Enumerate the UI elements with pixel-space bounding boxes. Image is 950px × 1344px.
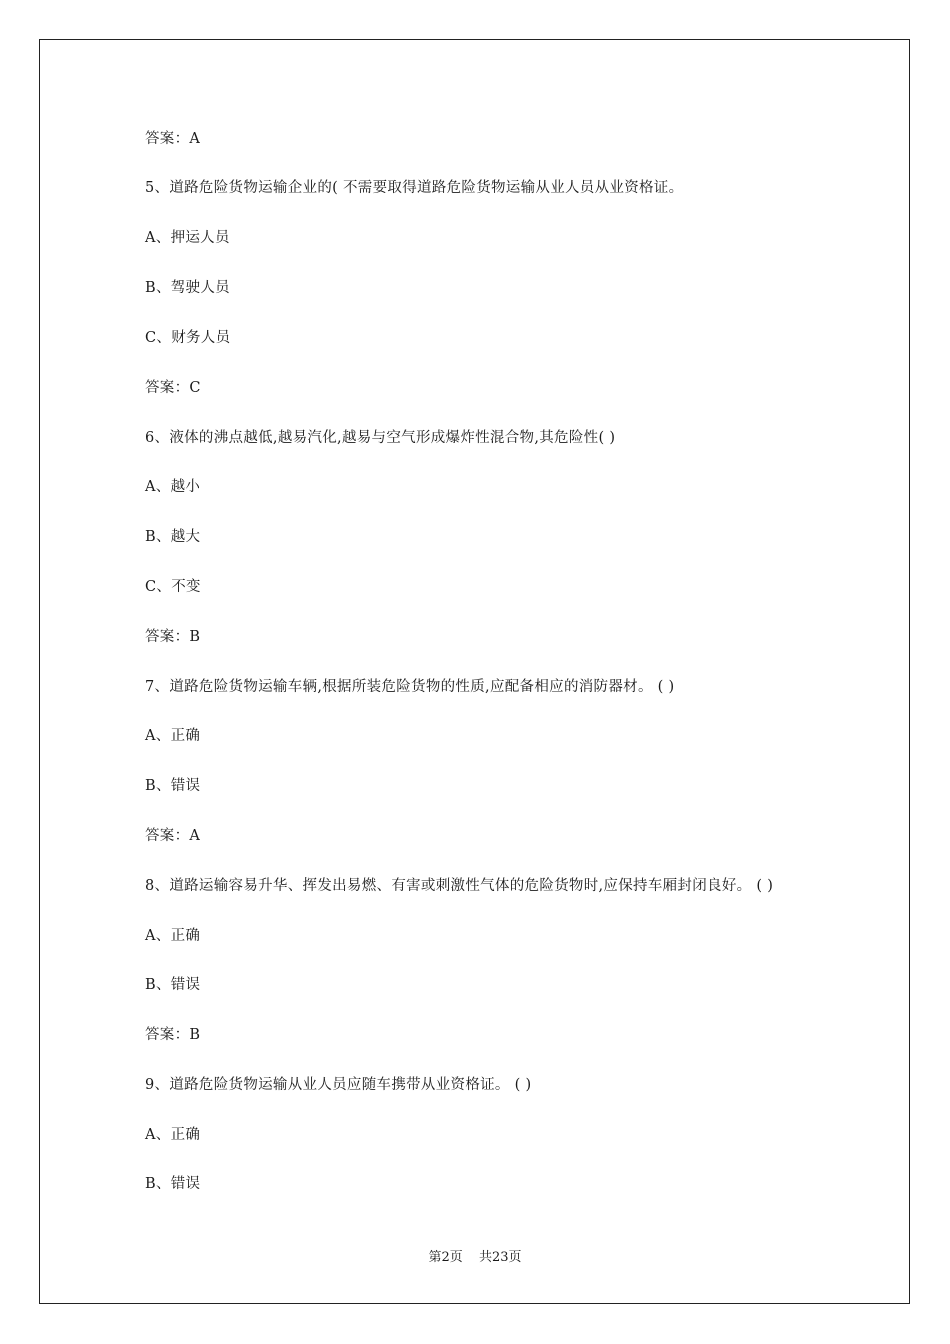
option-line: B、错误 bbox=[145, 1176, 201, 1192]
question-5: 5、道路危险货物运输企业的( 不需要取得道路危险货物运输从业人员从业资格证。 bbox=[145, 180, 684, 196]
page-number: 第2页 bbox=[428, 1250, 463, 1265]
question-8: 8、道路运输容易升华、挥发出易燃、有害或刺激性气体的危险货物时,应保持车厢封闭良好。 ( ) bbox=[145, 878, 774, 894]
option-line: A、正确 bbox=[145, 1127, 201, 1143]
option-line: B、错误 bbox=[145, 977, 201, 993]
option-line: A、押运人员 bbox=[145, 230, 230, 246]
answer-line: 答案：B bbox=[145, 629, 201, 645]
question-7: 7、道路危险货物运输车辆,根据所装危险货物的性质,应配备相应的消防器材。 ( ) bbox=[145, 679, 675, 695]
option-line: C、财务人员 bbox=[145, 330, 231, 346]
question-6: 6、液体的沸点越低,越易汽化,越易与空气形成爆炸性混合物,其危险性( ) bbox=[145, 430, 616, 446]
answer-line: 答案：A bbox=[145, 828, 201, 844]
option-line: B、驾驶人员 bbox=[145, 280, 230, 296]
page-total: 共23页 bbox=[478, 1250, 522, 1265]
answer-line: 答案：C bbox=[145, 380, 201, 396]
answer-line: 答案：A bbox=[145, 131, 201, 147]
option-line: A、正确 bbox=[145, 928, 201, 944]
page-footer bbox=[0, 1249, 950, 1267]
question-9: 9、道路危险货物运输从业人员应随车携带从业资格证。 ( ) bbox=[145, 1077, 532, 1093]
option-line: A、越小 bbox=[145, 479, 201, 495]
option-line: A、正确 bbox=[145, 728, 201, 744]
answer-line: 答案：B bbox=[145, 1027, 201, 1043]
option-line: B、错误 bbox=[145, 778, 201, 794]
option-line: C、不变 bbox=[145, 579, 201, 595]
option-line: B、越大 bbox=[145, 529, 201, 545]
